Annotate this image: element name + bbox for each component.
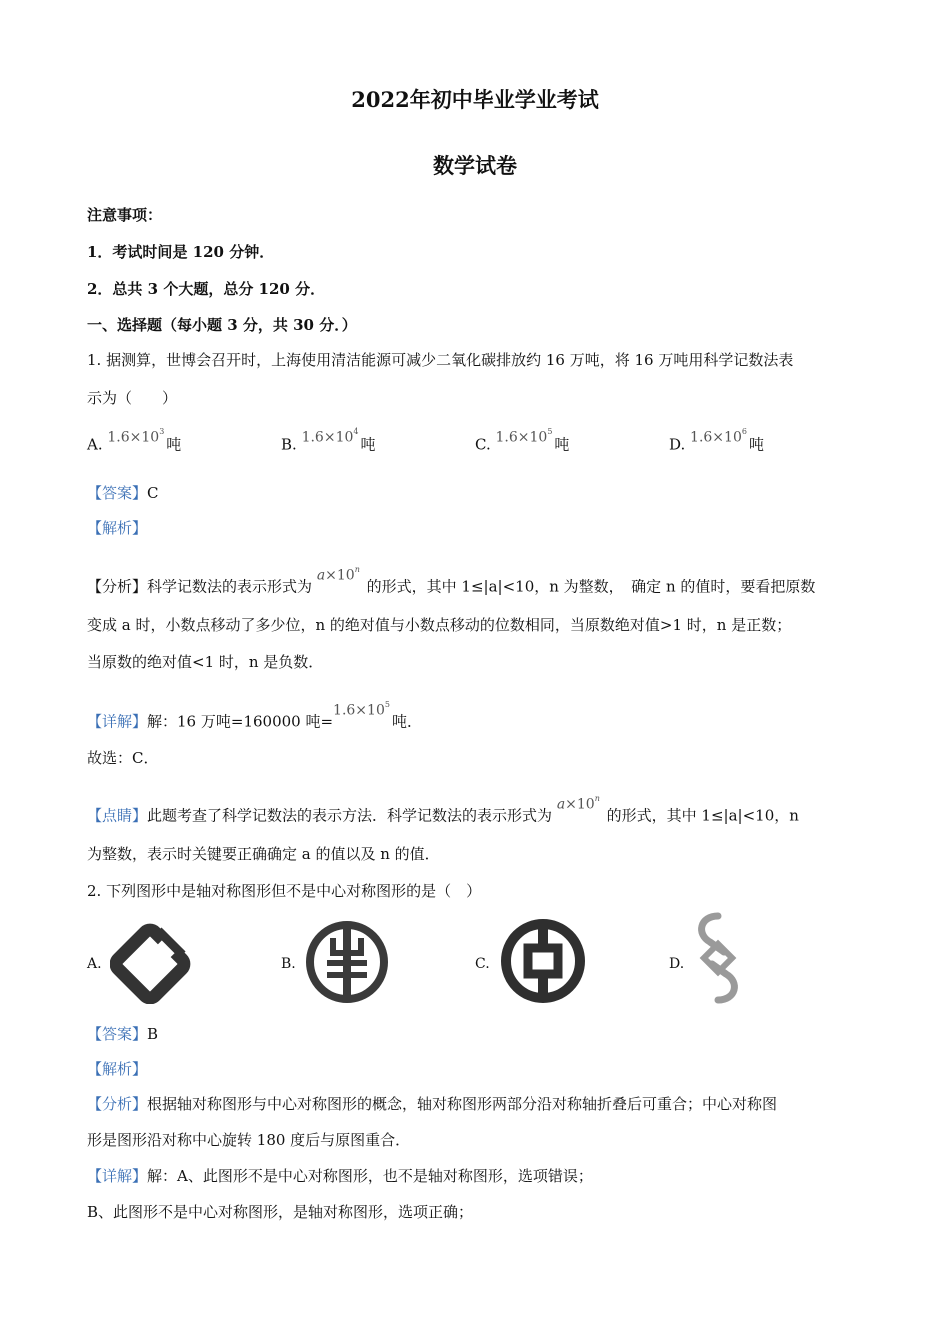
option-value xyxy=(690,427,747,446)
fenxi-text: 根据轴对称图形与中心对称图形的概念，轴对称图形两部分沿对称轴折叠后可重合；中心对称图 xyxy=(147,1095,778,1113)
option-unit: 吨 xyxy=(554,435,570,454)
q1-dianjing-line1 xyxy=(87,794,799,825)
q2-fenxi-line1 xyxy=(87,1097,777,1112)
detail-tag: 【详解】 xyxy=(87,712,148,731)
option-letter: D. xyxy=(669,435,686,454)
sci-mid: ×10 xyxy=(325,567,355,584)
detail-tag: 【详解】 xyxy=(87,1167,148,1185)
sci-n: n xyxy=(354,565,360,574)
option-unit: 吨 xyxy=(748,435,764,454)
q1-choose: 故选：C． xyxy=(87,749,159,767)
sci-n: n xyxy=(594,794,600,803)
answer-value: C xyxy=(147,484,159,502)
q2-detail-line2: B、此图形不是中心对称图形，是轴对称图形，选项正确； xyxy=(87,1203,474,1221)
page-subtitle: 数学试卷 xyxy=(433,153,517,178)
option-unit: 吨 xyxy=(166,435,182,454)
fenxi-tag: 【分析】 xyxy=(87,577,148,596)
fenxi-text: 的形式，其中 1≤|a|<10，n 为整数， 确定 n 的值时，要看把原数 xyxy=(366,577,816,596)
bank-logo-c-icon xyxy=(500,918,586,1004)
sci-notation xyxy=(333,700,390,719)
q1-dianjing-line2: 为整数，表示时关键要正确确定 a 的值以及 n 的值． xyxy=(87,845,440,863)
sci-base: 1.6×10 xyxy=(333,702,385,719)
page-title: 2022年初中毕业学业考试 xyxy=(351,87,599,112)
q2-option-a-letter: A. xyxy=(87,956,102,972)
sci-notation xyxy=(316,565,360,584)
q2-option-c-letter: C. xyxy=(475,956,490,972)
sci-base: 1.6×10 xyxy=(690,429,742,446)
option-value xyxy=(301,427,359,446)
bank-logo-b-icon xyxy=(305,920,389,1004)
answer-tag: 【答案】 xyxy=(87,1025,148,1043)
q1-fenxi-line2: 变成 a 时，小数点移动了多少位，n 的绝对值与小数点移动的位数相同，当原数绝对值>1 时，n 是正数； xyxy=(87,616,792,634)
answer-tag: 【答案】 xyxy=(87,484,148,502)
sci-notation xyxy=(556,794,600,813)
option-letter: B. xyxy=(281,435,297,454)
bank-logo-d-icon xyxy=(690,910,746,1006)
dianjing-text: 此题考查了科学记数法的表示方法．科学记数法的表示形式为 xyxy=(147,806,553,825)
q2-detail-line1 xyxy=(87,1169,593,1184)
sci-a: a xyxy=(556,796,566,813)
dianjing-tag: 【点睛】 xyxy=(87,806,148,825)
sci-a: a xyxy=(316,567,326,584)
q2-stem: 2. 下列图形中是轴对称图形但不是中心对称图形的是（ ） xyxy=(87,882,482,900)
notes-item-1: 1．考试时间是 120 分钟． xyxy=(87,243,275,261)
q2-option-b-letter: B. xyxy=(281,956,296,972)
sci-base: 1.6×10 xyxy=(107,429,160,446)
sci-exp: 5 xyxy=(547,427,553,436)
notes-item-2: 2．总共 3 个大题，总分 120 分． xyxy=(87,280,326,298)
q1-fenxi-line1 xyxy=(87,565,816,596)
option-value xyxy=(495,427,553,446)
option-value xyxy=(107,427,165,446)
dianjing-text: 的形式，其中 1≤|a|<10，n xyxy=(606,806,799,825)
detail-text: 吨． xyxy=(391,712,422,731)
sci-exp: 4 xyxy=(353,427,359,436)
sci-base: 1.6×10 xyxy=(301,429,354,446)
notes-heading: 注意事项： xyxy=(87,206,163,224)
q1-option-d xyxy=(669,427,764,454)
option-letter: A. xyxy=(87,435,103,454)
q1-option-c xyxy=(475,427,570,454)
q2-analysis-tag: 【解析】 xyxy=(87,1060,148,1078)
option-letter: C. xyxy=(475,435,491,454)
sci-exp: 6 xyxy=(741,427,747,436)
sci-mid: ×10 xyxy=(565,796,595,813)
option-unit: 吨 xyxy=(360,435,376,454)
q2-answer xyxy=(87,1027,158,1042)
section-heading: 一、选择题（每小题 3 分，共 30 分．） xyxy=(87,316,357,334)
sci-exp: 5 xyxy=(384,700,390,709)
fenxi-text: 科学记数法的表示形式为 xyxy=(147,577,313,596)
fenxi-tag: 【分析】 xyxy=(87,1095,148,1113)
answer-value: B xyxy=(147,1025,159,1043)
q2-fenxi-line2: 形是图形沿对称中心旋转 180 度后与原图重合． xyxy=(87,1131,411,1149)
sci-exp: 3 xyxy=(159,427,165,436)
detail-text: 解：16 万吨=160000 吨= xyxy=(147,712,334,731)
q1-stem-line2: 示为（ ） xyxy=(87,389,178,407)
q1-option-a xyxy=(87,427,182,454)
q1-option-b xyxy=(281,427,376,454)
bank-logo-a-icon xyxy=(110,920,192,1004)
q2-option-d-letter: D. xyxy=(669,956,685,972)
q1-fenxi-line3: 当原数的绝对值<1 时，n 是负数． xyxy=(87,653,324,671)
q1-stem-line1: 1. 据测算，世博会召开时，上海使用清洁能源可减少二氧化碳排放约 16 万吨，将 16 万吨用科学记数法表 xyxy=(87,351,794,369)
q1-answer xyxy=(87,486,159,501)
detail-text: 解：A、此图形不是中心对称图形，也不是轴对称图形，选项错误； xyxy=(147,1167,593,1185)
sci-base: 1.6×10 xyxy=(495,429,548,446)
q1-analysis-tag: 【解析】 xyxy=(87,519,148,537)
q1-detail xyxy=(87,700,422,731)
